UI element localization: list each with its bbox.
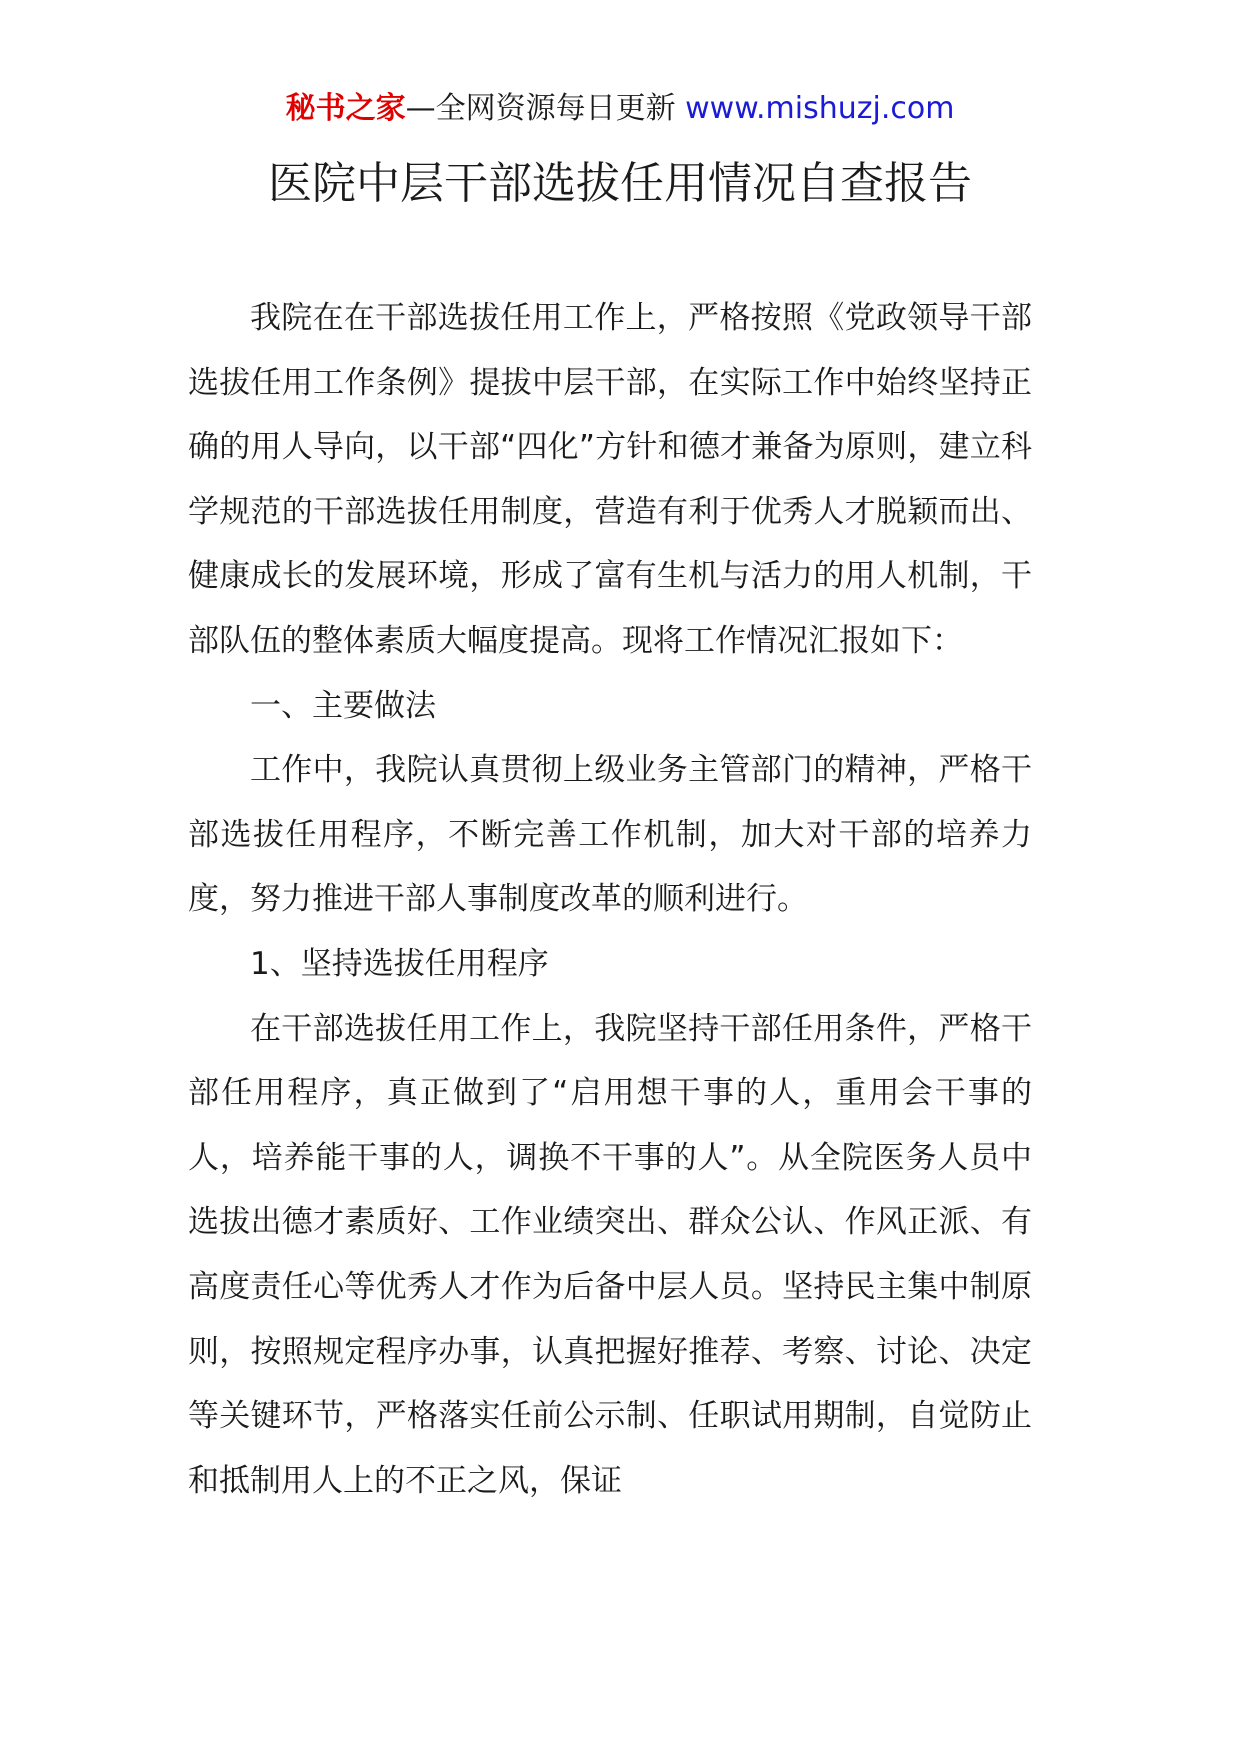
section-heading-main-practices: 一、主要做法 — [250, 687, 436, 724]
site-url-link[interactable]: www.mishuzj.com — [685, 91, 955, 126]
subsection-heading-selection-procedure: 1、坚持选拔任用程序 — [250, 945, 549, 982]
header-tagline: —全网资源每日更新 — [405, 91, 676, 126]
brand-name: 秘书之家 — [285, 91, 406, 126]
site-header — [0, 86, 1240, 132]
document-title: 医院中层干部选拔任用情况自查报告 — [268, 158, 972, 209]
paragraph-work-overview: 工作中，我院认真贯彻上级业务主管部门的精神，严格干部选拔任用程序，不断完善工作机制，加大对干部的培养力度，努力推进干部人事制度改革的顺利进行。 — [188, 752, 1032, 918]
paragraph-intro: 我院在在干部选拔任用工作上，严格按照《党政领导干部选拔任用工作条例》提拔中层干部，在实际工作中始终坚持正确的用人导向，以干部“四化”方针和德才兼备为原则，建立科学规范的干部选拔任用制度，营造有利于优秀人才脱颖而出、健康成长的发展环境，形成了富有生机与活力的用人机制，干部队伍的整体素质大幅度提高。现将工作情况汇报如下： — [188, 300, 1032, 659]
document-body — [188, 286, 1032, 1513]
paragraph-selection-procedure: 在干部选拔任用工作上，我院坚持干部任用条件，严格干部任用程序，真正做到了“启用想干事的人，重用会干事的人，培养能干事的人，调换不干事的人”。从全院医务人员中选拔出德才素质好、工作业绩突出、群众公认、作风正派、有高度责任心等优秀人才作为后备中层人员。坚持民主集中制原则，按照规定程序办事，认真把握好推荐、考察、讨论、决定等关键环节，严格落实任前公示制、任职试用期制，自觉防止和抵制用人上的不正之风，保证 — [188, 1010, 1032, 1499]
